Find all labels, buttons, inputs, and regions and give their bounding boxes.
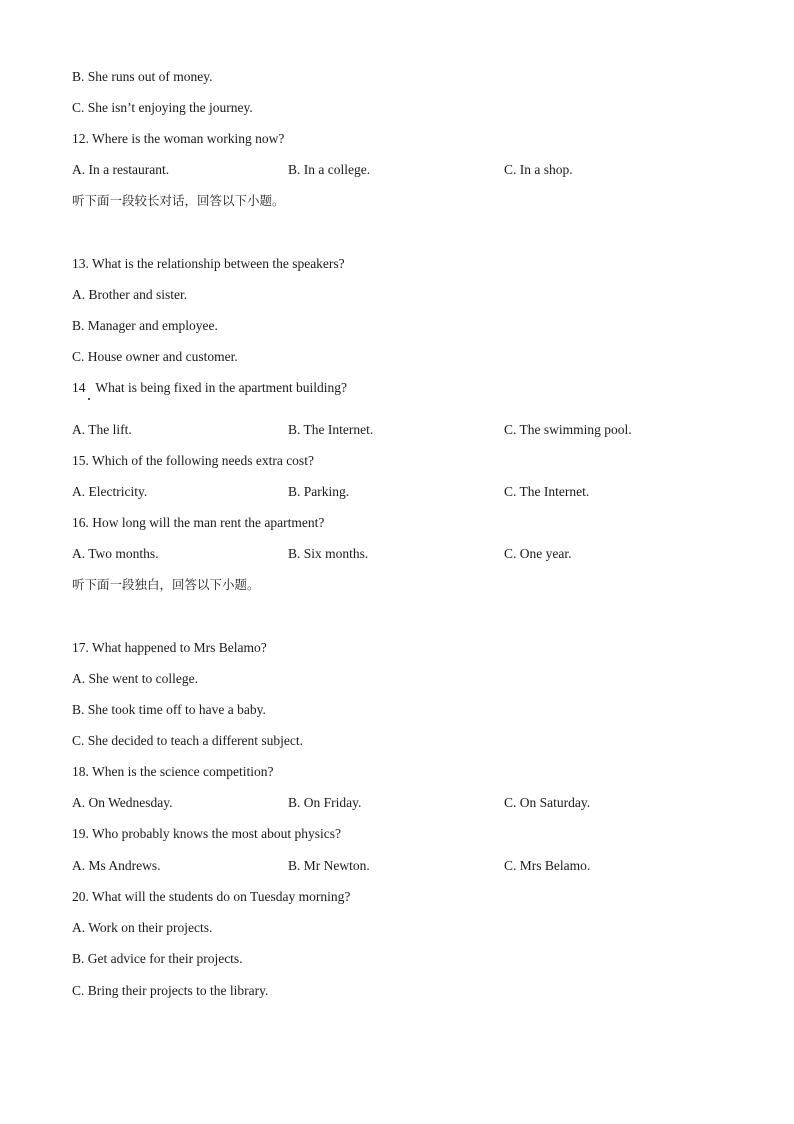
q13-option-b: B. Manager and employee.: [72, 318, 218, 333]
question-19: 19. Who probably knows the most about physics?: [72, 826, 341, 841]
q16-option-b: B. Six months.: [288, 546, 369, 561]
q17-option-c: C. She decided to teach a different subject.: [72, 733, 304, 748]
q20-option-b: B. Get advice for their projects.: [72, 951, 243, 966]
question-16: 16. How long will the man rent the apartment?: [72, 515, 325, 530]
question-17: 17. What happened to Mrs Belamo?: [72, 640, 267, 655]
section-note-monologue: 听下面一段独白，回答以下小题。: [72, 577, 260, 592]
q15-option-b: B. Parking.: [288, 484, 350, 499]
q14-option-a: A. The lift.: [72, 422, 132, 437]
stray-dot: [88, 398, 90, 400]
q12-option-a: A. In a restaurant.: [72, 162, 170, 177]
question-13: 13. What is the relationship between the speakers?: [72, 256, 345, 271]
q17-option-a: A. She went to college.: [72, 671, 198, 686]
question-20: 20. What will the students do on Tuesday morning?: [72, 889, 351, 904]
question-14: 14 What is being fixed in the apartment building?: [72, 380, 347, 395]
q12-option-c: C. In a shop.: [504, 162, 573, 177]
question-18: 18. When is the science competition?: [72, 764, 274, 779]
q16-options: [72, 546, 722, 562]
q15-option-c: C. The Internet.: [504, 484, 590, 499]
q11-option-b: B. She runs out of money.: [72, 69, 213, 84]
q14-options: [72, 422, 722, 438]
q13-option-a: A. Brother and sister.: [72, 287, 188, 302]
q17-option-b: B. She took time off to have a baby.: [72, 702, 266, 717]
q14-option-c: C. The swimming pool.: [504, 422, 632, 437]
q12-options: [72, 162, 722, 178]
q19-options: [72, 858, 722, 874]
q18-option-c: C. On Saturday.: [504, 795, 591, 810]
q12-option-b: B. In a college.: [288, 162, 371, 177]
q16-option-a: A. Two months.: [72, 546, 159, 561]
q18-option-a: A. On Wednesday.: [72, 795, 173, 810]
q19-option-b: B. Mr Newton.: [288, 858, 370, 873]
q18-options: [72, 795, 722, 811]
section-note-dialogue: 听下面一段较长对话，回答以下小题。: [72, 193, 285, 208]
question-15: 15. Which of the following needs extra cost?: [72, 453, 314, 468]
q11-option-c: C. She isn’t enjoying the journey.: [72, 100, 253, 115]
q15-options: [72, 484, 722, 500]
q14-option-b: B. The Internet.: [288, 422, 374, 437]
q16-option-c: C. One year.: [504, 546, 572, 561]
q19-option-c: C. Mrs Belamo.: [504, 858, 591, 873]
q18-option-b: B. On Friday.: [288, 795, 362, 810]
question-12: 12. Where is the woman working now?: [72, 131, 285, 146]
q19-option-a: A. Ms Andrews.: [72, 858, 161, 873]
q15-option-a: A. Electricity.: [72, 484, 148, 499]
q20-option-c: C. Bring their projects to the library.: [72, 983, 269, 998]
q13-option-c: C. House owner and customer.: [72, 349, 238, 364]
q20-option-a: A. Work on their projects.: [72, 920, 213, 935]
